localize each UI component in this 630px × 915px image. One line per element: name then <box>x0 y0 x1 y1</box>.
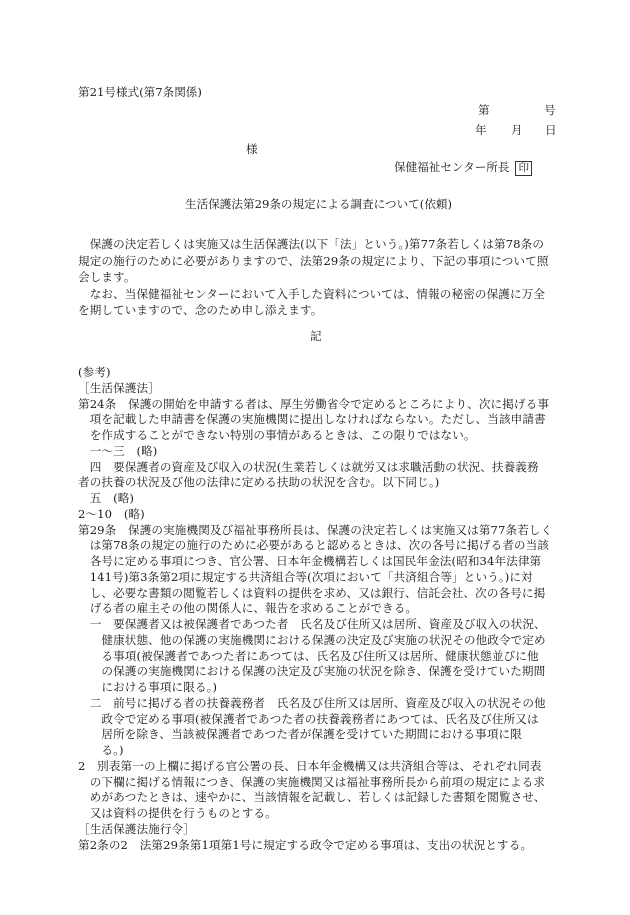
date-year: 年 <box>475 123 487 137</box>
reference-line: 項を記載した申請書を保護の実施機関に提出しなければならない。ただし、当該申請書 <box>78 412 546 427</box>
reference-line: 一〜三 (略) <box>78 443 158 458</box>
reference-line: 五 (略) <box>78 491 135 505</box>
intro-line: 規定の施行のために必要がありますので、法第29条の規定により、下記の事項について照 <box>78 253 549 268</box>
date-line <box>475 122 565 138</box>
reference-line: る事項(被保護者であつた者にあつては、氏名及び住所又は居所、健康状態並びに他 <box>78 648 539 663</box>
reference-line: 第24条 保護の開始を申請する者は、厚生労働省令で定めるところにより、次に掲げる事 <box>78 396 550 411</box>
reference-line: の下欄に掲げる情報につき、保護の実施機関又は福祉事務所長から前項の規定による求 <box>78 774 546 789</box>
seal-mark: 印 <box>515 161 532 176</box>
reference-line: を作成することができない特別の事情があるときは、この限りではない。 <box>78 428 476 442</box>
sender-name: 保健福祉センター所長 <box>394 160 510 174</box>
reference-line: る。) <box>78 743 124 757</box>
reference-line: 第2条の2 法第29条第1項第1号に規定する政令で定める事項は、支出の状況とする。 <box>78 837 533 852</box>
document-number <box>478 102 556 118</box>
sender-line <box>394 159 532 176</box>
intro-line: を期していますので、念のため申し添えます。 <box>78 303 323 318</box>
reference-line: 二 前号に掲げる者の扶養義務者 氏名及び住所又は居所、資産及び収入の状況その他 <box>78 695 546 710</box>
reference-line: 2〜10 (略) <box>78 506 145 521</box>
ki-heading: 記 <box>310 329 322 343</box>
reference-line: 者の扶養の状況及び他の法律に定める扶助の状況を含む。以下同じ。) <box>78 475 440 490</box>
doc-no-suffix: 号 <box>544 103 556 117</box>
reference-line: における事項に限る。) <box>78 680 218 694</box>
intro-line: 会します。 <box>78 270 136 285</box>
reference-line: は第78条の規定の施行のために必要があると認めるときは、次の各号に掲げる者の当該 <box>78 538 550 553</box>
reference-line: 四 要保護者の資産及び収入の状況(生業若しくは就労又は求職活動の状況、扶養義務 <box>78 459 539 474</box>
addressee-suffix: 様 <box>246 142 258 156</box>
reference-line: 各号に定める事項につき、官公署、日本年金機構若しくは国民年金法(昭和34年法律第 <box>78 554 542 568</box>
reference-line: ［生活保護法施行令］ <box>78 821 195 836</box>
reference-line: 一 要保護者又は被保護者であつた者 氏名及び住所又は居所、資産及び収入の状況、 <box>78 617 546 631</box>
reference-line: (参考) <box>78 365 111 379</box>
reference-line: 第29条 保護の実施機関及び福祉事務所長は、保護の決定若しくは実施又は第77条若しく <box>78 522 553 537</box>
reference-line: 政令で定める事項(被保護者であつた者の扶養義務者にあつては、氏名及び住所又は <box>78 711 539 726</box>
reference-line: ［生活保護法］ <box>78 380 160 395</box>
document-title: 生活保護法第29条の規定による調査について(依頼) <box>185 197 453 211</box>
form-number: 第21号様式(第7条関係) <box>78 85 202 99</box>
reference-line: 2 別表第一の上欄に掲げる官公署の長、日本年金機構又は共済組合等は、それぞれ同表 <box>78 758 542 773</box>
doc-no-label: 第 <box>478 103 490 117</box>
reference-line: 居所を除き、当該被保護者であつた者が保護を受けていた期間における事項に限 <box>78 727 522 742</box>
reference-line: げる者の雇主その他の関係人に、報告を求めることができる。 <box>78 601 418 616</box>
reference-line: 健康状態、他の保護の実施機関における保護の決定及び実施の状況その他政令で定め <box>78 632 546 647</box>
reference-line: の保護の実施機関における保護の決定及び実施の状況を除き、保護を受けていた期間 <box>78 664 546 679</box>
reference-line: めがあつたときは、速やかに、当該情報を記載し、若しくは記録した書類を閲覧させ、 <box>78 790 546 805</box>
date-day: 日 <box>545 123 557 137</box>
intro-line: なお、当保健福祉センターにおいて入手した資料については、情報の秘密の保護に万全 <box>78 286 546 301</box>
reference-line: 又は資料の提供を行うものとする。 <box>78 806 277 820</box>
date-month: 月 <box>511 123 523 137</box>
reference-line: 141号)第3条第2項に規定する共済組合等(次項において「共済組合等」という。)に対 <box>78 569 533 584</box>
intro-line: 保護の決定若しくは実施又は生活保護法(以下「法」という。)第77条若しくは第78条の <box>78 237 545 251</box>
reference-line: し、必要な書類の閲覧若しくは資料の提供を求め、又は銀行、信託会社、次の各号に掲 <box>78 585 546 600</box>
